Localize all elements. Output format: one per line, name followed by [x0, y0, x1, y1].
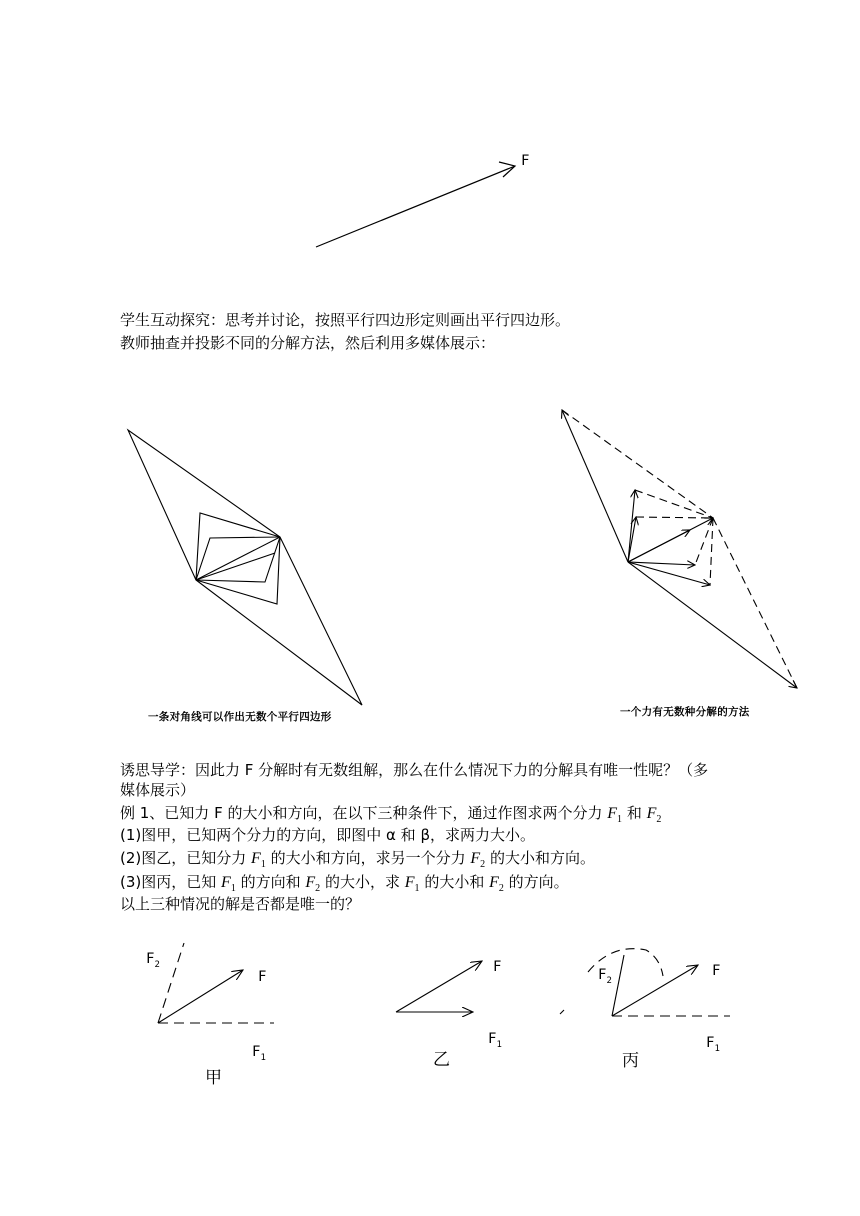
jia-f2-label: $F_2$ — [146, 951, 160, 970]
paragraph-guided-thinking-cont: 媒体展示） — [120, 781, 196, 799]
symbol-f2: $F_2$ — [489, 874, 504, 895]
paragraph-guided-thinking: 诱思导学：因此力 F 分解时有无数组解，那么在什么情况下力的分解具有唯一性呢？（多 — [120, 761, 709, 779]
question-uniqueness: 以上三种情况的解是否都是唯一的？ — [120, 895, 361, 913]
bing-f2-label: $F_2$ — [598, 967, 612, 986]
bing-f1-label: $F_1$ — [706, 1035, 720, 1054]
condition-1: (1)图甲，已知两个分力的方向，即图中 α 和 β，求两力大小。 — [120, 826, 536, 844]
yi-f-label: F — [493, 959, 502, 975]
caption-left: 一条对角线可以作出无数个平行四边形 — [148, 711, 332, 723]
caption-right: 一个力有无数种分解的方法 — [620, 706, 750, 718]
symbol-f1: $F_1$ — [251, 850, 266, 871]
condition-2: (2)图乙，已知分力 $F_1$ 的大小和方向，求另一个分力 $F_2$ 的大小和方向。 — [120, 849, 595, 871]
example-1-prefix: 例 1、已知力 F 的大小和方向，在以下三种条件下，通过作图求两个分力 — [120, 804, 603, 822]
paragraph-interactive-exploration: 学生互动探究：思考并讨论，按照平行四边形定则画出平行四边形。 — [120, 311, 571, 329]
yi-f1-label: $F_1$ — [488, 1031, 502, 1050]
symbol-f2: $F_2$ — [470, 850, 486, 871]
symbol-f2: $F_2$ — [305, 874, 321, 895]
jia-f1-label: $F_1$ — [252, 1044, 266, 1063]
bing-caption: 丙 — [622, 1051, 639, 1071]
paragraph-teacher-projection: 教师抽查并投影不同的分解方法，然后利用多媒体展示： — [120, 334, 496, 352]
symbol-f2: $F_2$ — [646, 805, 662, 826]
example-1-and: 和 — [626, 804, 642, 822]
symbol-f1: $F_1$ — [221, 874, 236, 895]
condition-3: (3)图丙，已知 $F_1$ 的方向和 $F_2$ 的大小，求 $F_1$ 的大小和 $F_2$ 的方向。 — [120, 873, 569, 895]
yi-caption: 乙 — [433, 1050, 450, 1070]
jia-caption: 甲 — [205, 1068, 222, 1088]
force-f-label: F — [521, 153, 530, 169]
bing-f-label: F — [712, 963, 721, 979]
symbol-f1: $F_1$ — [607, 805, 623, 826]
jia-f-label: F — [258, 969, 267, 985]
symbol-f1: $F_1$ — [404, 874, 420, 895]
